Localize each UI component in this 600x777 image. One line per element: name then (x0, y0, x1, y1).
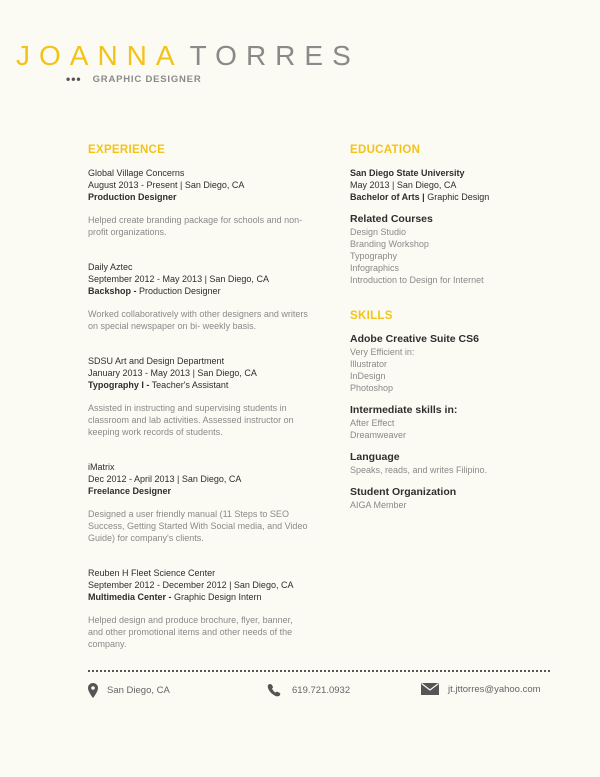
skill-item: Photoshop (350, 383, 394, 393)
experience-role: Freelance Designer (88, 486, 172, 496)
experience-org: iMatrix (88, 462, 115, 472)
degree-major: Graphic Design (424, 192, 490, 202)
experience-dates: September 2012 - May 2013 | San Diego, CA (88, 274, 269, 284)
experience-org: Reuben H Fleet Science Center (88, 568, 216, 578)
experience-role: Production Designer (88, 192, 177, 202)
courses-heading: Related Courses (350, 213, 433, 225)
skill-block (350, 404, 550, 441)
experience-description: Helped create branding package for schools and non-profit organizations. (88, 215, 303, 237)
experience-entry (88, 261, 310, 332)
experience-entry (88, 355, 310, 438)
email-text[interactable]: jt.jttorres@yahoo.com (448, 683, 541, 695)
experience-entry (88, 167, 310, 238)
location-pin-icon (88, 683, 98, 698)
name-heading (16, 40, 360, 72)
education-heading: EDUCATION (350, 144, 421, 156)
skill-title: Intermediate skills in: (350, 404, 458, 416)
experience-column (88, 143, 310, 673)
education-skills-column (350, 143, 550, 511)
skill-item: Illustrator (350, 359, 388, 369)
skills-heading: SKILLS (350, 310, 393, 322)
skill-block (350, 451, 550, 476)
experience-org: Daily Aztec (88, 262, 133, 272)
experience-dates: Dec 2012 - April 2013 | San Diego, CA (88, 474, 242, 484)
experience-description: Worked collaboratively with other designers and writers on special newspaper on bi- weekly basis. (88, 309, 308, 331)
skill-item: After Effect (350, 418, 395, 428)
title-row (66, 73, 201, 85)
experience-description: Designed a user friendly manual (11 Steps to SEO Success, Getting Started With Social media, and Video Guide) for company's clients. (88, 509, 308, 543)
footer-divider (88, 670, 550, 672)
footer-location (88, 683, 170, 698)
experience-description: Assisted in instructing and supervising students in classroom and lab activities. Assessed instructor on keeping work records of students. (88, 403, 294, 437)
skill-title: Language (350, 451, 400, 463)
school-name: San Diego State University (350, 168, 465, 178)
skill-block (350, 486, 550, 511)
education-entry (350, 167, 550, 203)
experience-org: Global Village Concerns (88, 168, 185, 178)
skill-item: InDesign (350, 371, 386, 381)
footer-email (421, 683, 541, 695)
experience-dates: January 2013 - May 2013 | San Diego, CA (88, 368, 257, 378)
experience-entry (88, 461, 310, 544)
experience-role-detail: Teacher's Assistant (149, 380, 229, 390)
experience-dates: September 2012 - December 2012 | San Diego, CA (88, 580, 294, 590)
course-item: Infographics (350, 263, 400, 273)
course-item: Typography (350, 251, 398, 261)
skill-title: Adobe Creative Suite CS6 (350, 333, 479, 345)
education-dates: May 2013 | San Diego, CA (350, 180, 457, 190)
skill-item: Dreamweaver (350, 430, 407, 440)
footer-phone (267, 683, 350, 697)
phone-icon (267, 683, 283, 697)
course-item: Branding Workshop (350, 239, 429, 249)
experience-role-detail: Production Designer (136, 286, 221, 296)
skill-item: Speaks, reads, and writes Filipino. (350, 465, 488, 475)
courses-list (350, 226, 550, 286)
envelope-icon (421, 683, 439, 695)
location-text: San Diego, CA (107, 685, 170, 696)
first-name: JOANNA (16, 40, 184, 71)
experience-dates: August 2013 - Present | San Diego, CA (88, 180, 245, 190)
experience-entry (88, 567, 310, 650)
last-name: TORRES (189, 40, 360, 71)
experience-description: Helped design and produce brochure, flyer, banner, and other promotional items and other needs of the company. (88, 615, 293, 649)
experience-role: Typography I - (88, 380, 150, 390)
course-item: Introduction to Design for Internet (350, 275, 484, 285)
job-title: GRAPHIC DESIGNER (92, 73, 202, 85)
phone-text: 619.721.0932 (292, 684, 351, 696)
experience-role: Multimedia Center - (88, 592, 172, 602)
skill-item: AIGA Member (350, 500, 407, 510)
skill-block (350, 333, 550, 394)
degree: Bachelor of Arts | (350, 192, 425, 202)
skills-list (350, 333, 550, 511)
skill-item: Very Efficient in: (350, 347, 415, 357)
course-item: Design Studio (350, 227, 407, 237)
experience-heading: EXPERIENCE (88, 144, 166, 156)
experience-role-detail: Graphic Design Intern (171, 592, 262, 602)
skill-title: Student Organization (350, 486, 457, 498)
experience-role: Backshop - (88, 286, 137, 296)
experience-org: SDSU Art and Design Department (88, 356, 225, 366)
ellipsis-dots: ••• (66, 72, 82, 86)
